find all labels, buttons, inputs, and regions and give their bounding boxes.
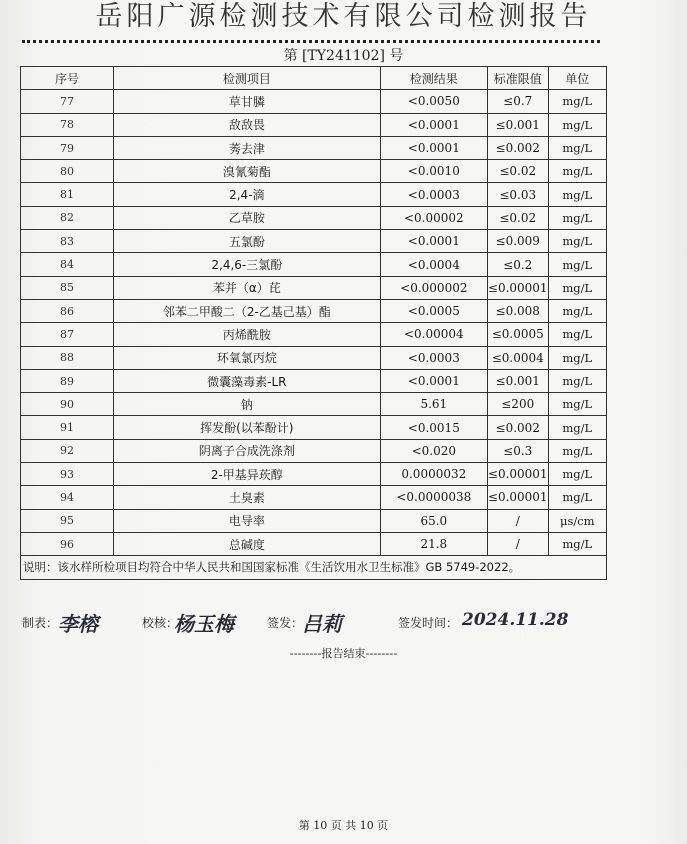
row-item: 苯并（α）芘 [113, 276, 380, 299]
table-row [21, 486, 607, 509]
row-no: 84 [21, 253, 114, 276]
row-unit: mg/L [548, 439, 606, 462]
prepared-label: 制表： [22, 616, 59, 630]
row-result: <0.0001 [380, 369, 487, 392]
row-result: <0.00004 [380, 323, 487, 346]
row-limit: ≤0.0005 [487, 323, 548, 346]
row-item: 乙草胺 [113, 206, 380, 229]
table-row [21, 136, 607, 159]
row-item: 2,4,6-三氯酚 [113, 253, 380, 276]
row-unit: mg/L [548, 369, 606, 392]
compliance-note: 说明：该水样所检项目均符合中华人民共和国国家标准《生活饮用水卫生标准》GB 5749-2022。 [21, 556, 607, 579]
col-header-result: 检测结果 [380, 67, 487, 90]
row-item: 土臭素 [113, 486, 380, 509]
table-row [21, 253, 607, 276]
row-unit: mg/L [548, 183, 606, 206]
row-unit: mg/L [548, 323, 606, 346]
row-no: 79 [21, 136, 114, 159]
row-result: <0.0003 [380, 346, 487, 369]
row-item: 2,4-滴 [113, 183, 380, 206]
row-unit: mg/L [548, 299, 606, 322]
row-item: 邻苯二甲酸二（2-乙基己基）酯 [113, 299, 380, 322]
col-header-unit: 单位 [548, 67, 606, 90]
row-unit: mg/L [548, 253, 606, 276]
row-result: <0.0050 [380, 90, 487, 113]
row-unit: mg/L [548, 206, 606, 229]
table-row [21, 183, 607, 206]
results-table [20, 66, 607, 580]
row-item: 莠去津 [113, 136, 380, 159]
row-no: 81 [21, 183, 114, 206]
report-title: 岳阳广源检测技术有限公司检测报告 [95, 1, 592, 32]
row-no: 90 [21, 393, 114, 416]
row-no: 82 [21, 206, 114, 229]
table-row [21, 509, 607, 532]
prepared-signature: 李榕 [58, 612, 98, 636]
row-item: 敌敌畏 [113, 113, 380, 136]
row-item: 溴氰菊酯 [113, 160, 380, 183]
row-no: 93 [21, 463, 114, 486]
row-item: 环氧氯丙烷 [113, 346, 380, 369]
row-limit: ≤0.02 [487, 160, 548, 183]
row-result: <0.020 [380, 439, 487, 462]
row-result: <0.0001 [380, 113, 487, 136]
row-limit: ≤0.00001 [487, 463, 548, 486]
row-limit: ≤0.7 [487, 90, 548, 113]
row-result: <0.0010 [380, 160, 487, 183]
row-unit: mg/L [548, 276, 606, 299]
table-row [21, 230, 607, 253]
row-limit: ≤0.009 [487, 230, 548, 253]
date-label: 签发时间： [398, 616, 459, 630]
row-unit: mg/L [548, 393, 606, 416]
row-result: <0.000002 [380, 276, 487, 299]
row-unit: mg/L [548, 532, 606, 555]
table-row [21, 160, 607, 183]
row-unit: mg/L [548, 346, 606, 369]
signature-row [22, 608, 622, 644]
row-no: 86 [21, 299, 114, 322]
table-row [21, 439, 607, 462]
row-item: 总碱度 [113, 532, 380, 555]
row-unit: mg/L [548, 90, 606, 113]
row-limit: ≤0.3 [487, 439, 548, 462]
row-no: 92 [21, 439, 114, 462]
table-row [21, 276, 607, 299]
table-row [21, 113, 607, 136]
row-item: 2-甲基异莰醇 [113, 463, 380, 486]
row-result: 65.0 [380, 509, 487, 532]
table-row [21, 532, 607, 555]
row-limit: ≤0.002 [487, 416, 548, 439]
report-number: 第 [TY241102] 号 [283, 48, 404, 64]
table-body [21, 90, 607, 556]
row-item: 阴离子合成洗涤剂 [113, 439, 380, 462]
row-no: 95 [21, 509, 114, 532]
row-limit: ≤0.02 [487, 206, 548, 229]
row-result: 0.0000032 [380, 463, 487, 486]
row-limit: / [487, 532, 548, 555]
col-header-no: 序号 [21, 67, 114, 90]
row-no: 96 [21, 532, 114, 555]
row-result: 21.8 [380, 532, 487, 555]
col-header-item: 检测项目 [113, 67, 380, 90]
table-row [21, 346, 607, 369]
row-unit: mg/L [548, 230, 606, 253]
row-no: 89 [21, 369, 114, 392]
row-unit: mg/L [548, 463, 606, 486]
row-result: <0.0005 [380, 299, 487, 322]
row-no: 83 [21, 230, 114, 253]
row-no: 91 [21, 416, 114, 439]
row-item: 草甘膦 [113, 90, 380, 113]
row-no: 85 [21, 276, 114, 299]
row-result: <0.0004 [380, 253, 487, 276]
row-result: <0.00002 [380, 206, 487, 229]
row-result: <0.0001 [380, 230, 487, 253]
row-item: 挥发酚(以苯酚计) [113, 416, 380, 439]
row-unit: μs/cm [548, 509, 606, 532]
row-no: 80 [21, 160, 114, 183]
table-row [21, 369, 607, 392]
table-row [21, 299, 607, 322]
row-item: 钠 [113, 393, 380, 416]
row-unit: mg/L [548, 113, 606, 136]
row-limit: ≤0.03 [487, 183, 548, 206]
row-limit: ≤0.0004 [487, 346, 548, 369]
note-row [21, 556, 607, 579]
row-no: 78 [21, 113, 114, 136]
row-item: 电导率 [113, 509, 380, 532]
row-unit: mg/L [548, 136, 606, 159]
issued-signature: 吕莉 [302, 612, 342, 636]
page-footer: 第 10 页 共 10 页 [298, 819, 389, 832]
row-limit: ≤0.00001 [487, 276, 548, 299]
table-row [21, 416, 607, 439]
table-row [21, 463, 607, 486]
row-item: 丙烯酰胺 [113, 323, 380, 346]
row-no: 88 [21, 346, 114, 369]
table-row [21, 323, 607, 346]
table-row [21, 90, 607, 113]
row-item: 微囊藻毒素-LR [113, 369, 380, 392]
checked-signature: 杨玉梅 [174, 612, 234, 636]
row-unit: mg/L [548, 416, 606, 439]
row-no: 77 [21, 90, 114, 113]
row-item: 五氯酚 [113, 230, 380, 253]
row-limit: ≤0.002 [487, 136, 548, 159]
row-result: 5.61 [380, 393, 487, 416]
row-limit: ≤0.00001 [487, 486, 548, 509]
table-row [21, 393, 607, 416]
row-limit: ≤0.001 [487, 369, 548, 392]
row-result: <0.0003 [380, 183, 487, 206]
row-result: <0.0001 [380, 136, 487, 159]
row-unit: mg/L [548, 486, 606, 509]
row-unit: mg/L [548, 160, 606, 183]
title-divider [22, 40, 600, 43]
table-header-row [21, 67, 607, 90]
issue-date: 2024.11.28 [462, 610, 569, 630]
row-result: <0.0015 [380, 416, 487, 439]
checked-label: 校核： [142, 616, 179, 630]
report-end: --------报告结束-------- [289, 647, 398, 660]
row-limit: ≤0.001 [487, 113, 548, 136]
table-row [21, 206, 607, 229]
col-header-limit: 标准限值 [487, 67, 548, 90]
row-limit: ≤200 [487, 393, 548, 416]
row-no: 94 [21, 486, 114, 509]
row-limit: ≤0.008 [487, 299, 548, 322]
row-no: 87 [21, 323, 114, 346]
issued-label: 签发： [267, 616, 304, 630]
row-limit: / [487, 509, 548, 532]
row-result: <0.0000038 [380, 486, 487, 509]
row-limit: ≤0.2 [487, 253, 548, 276]
